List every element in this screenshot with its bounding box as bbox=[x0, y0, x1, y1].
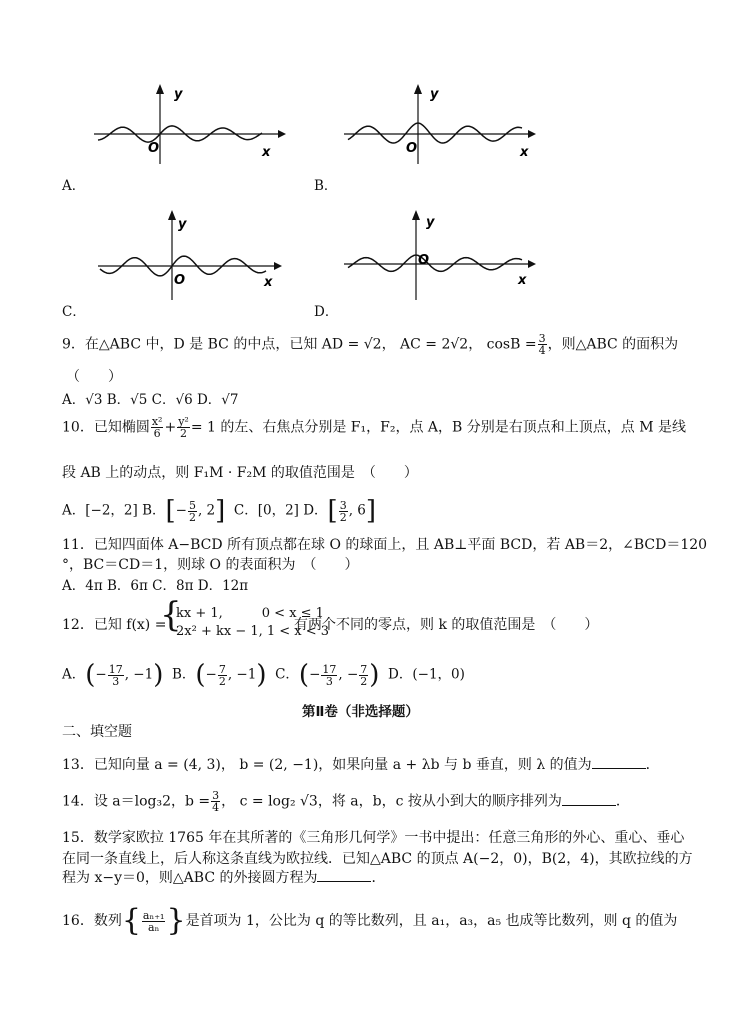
q12-optb-den: 2 bbox=[218, 674, 226, 688]
q10-fy-num: y² bbox=[178, 415, 189, 428]
q10-options: A．[−2，2] B．[− $\frac{5}{2}$ , 2] C．[0，2] D．[ $\frac{3}{2}$ , 6] bbox=[62, 496, 377, 526]
q10-fx-num: x² bbox=[151, 415, 163, 428]
y-axis-label: y bbox=[174, 87, 183, 102]
origin-label: O bbox=[406, 141, 418, 156]
q16-pre: 16．数列 bbox=[62, 913, 122, 929]
q14-frac bbox=[211, 790, 220, 813]
q11-options[interactable]: A．4π B．6π C．8π D．12π bbox=[62, 578, 249, 594]
q14 bbox=[62, 790, 630, 813]
q12-options: A．(− $\frac{17}{3}$ , −1) B．(− $\frac{7}{2}$ , −1) C．(− $\frac{17}{3}$ , − $\frac{7}{2}$ ) D．(−1，0) bbox=[62, 660, 465, 690]
q13-period: ． bbox=[645, 757, 660, 773]
q12-opta-frac bbox=[108, 664, 124, 687]
graph-c bbox=[94, 208, 294, 300]
q14-answer-blank[interactable] bbox=[562, 793, 616, 806]
curveB-path bbox=[348, 123, 522, 143]
q15-line2: 在同一条直线上，后人称这条直线为欧拉线．已知△ABC 的顶点 A(−2，0)，B(2，4)，其欧拉线的方 bbox=[62, 851, 693, 867]
q12-case2: 2x² + kx − 1, 1 < x < 3 bbox=[176, 624, 330, 639]
q10-line2: 段 AB 上的动点，则 F₁M · F₂M 的取值范围是 （ ） bbox=[62, 465, 418, 481]
q9-paren: （ ） bbox=[66, 369, 122, 385]
q14-pre: 14．设 a＝log₃2，b = bbox=[62, 793, 211, 810]
y-axis-label: y bbox=[430, 87, 439, 102]
q13-text: 13．已知向量 a = (4, 3)， b = (2, −1)，如果向量 a + λb 与 b 垂直，则 λ 的值为 bbox=[62, 757, 592, 773]
q16-post: 是首项为 1，公比为 q 的等比数列，且 a₁，a₃，a₅ 也成等比数列，则 q 的值为 bbox=[185, 913, 678, 929]
question-10-stem: 10．已知椭圆 $\frac{\text{x²}}{6}$ + $\frac{\text{y²}}{2}$ = 1 的左、右焦点分别是 F₁，F₂，点 A，B 分别是右顶点和上顶点，点 M 是线 bbox=[62, 415, 686, 440]
q14-den: 4 bbox=[212, 801, 220, 814]
q10-opt-c[interactable]: C．[0，2] D． bbox=[233, 502, 328, 519]
q9-frac-den: 4 bbox=[538, 344, 546, 357]
q9-fraction bbox=[538, 333, 547, 356]
q10-frac-y bbox=[177, 416, 190, 439]
q16: 16．数列{ $\frac{\text{aₙ₊₁}}{\text{aₙ}}$ }是首项为 1，公比为 q 的等比数列，且 a₁，a₃，a₅ 也成等比数列，则 q 的值为 bbox=[62, 903, 678, 938]
q12-optc2-den: 2 bbox=[360, 674, 368, 688]
q10-optd-num: 3 bbox=[339, 498, 347, 512]
q10-frac-x bbox=[151, 416, 164, 439]
q13 bbox=[62, 754, 660, 774]
q9-options[interactable]: A．√3 B．√5 C．√6 D．√7 bbox=[62, 392, 239, 408]
q13-answer-blank[interactable] bbox=[592, 756, 646, 769]
q12-opt-a[interactable]: A． bbox=[62, 666, 86, 683]
q12-opt-b[interactable]: B． bbox=[171, 666, 196, 683]
q10-optd-den: 2 bbox=[339, 510, 347, 524]
y-axis-label: y bbox=[178, 217, 187, 232]
q14-num: 3 bbox=[212, 789, 220, 802]
q10-fy-den: 2 bbox=[180, 427, 187, 440]
q10-opt-a[interactable]: A．[−2，2] B． bbox=[62, 502, 166, 519]
q12-opt-d[interactable]: D．(−1，0) bbox=[388, 666, 465, 683]
q16-den: aₙ bbox=[148, 920, 160, 934]
q15-period: ． bbox=[371, 870, 386, 886]
x-axis-label: x bbox=[520, 145, 529, 160]
section-subtitle: 二、填空题 bbox=[62, 724, 132, 740]
q15-line1: 15．数学家欧拉 1765 年在其所著的《三角形几何学》一书中提出：任意三角形的外心、重心、垂心 bbox=[62, 830, 685, 846]
q10-optb-tail: , 2 bbox=[197, 502, 216, 519]
q12-optc1-frac bbox=[321, 664, 337, 687]
q10-optb-den: 2 bbox=[188, 510, 196, 524]
q14-post: ， c = log₂ √3，将 a，b，c 按从小到大的顺序排列为 bbox=[221, 793, 562, 810]
graph-c-label[interactable]: C． bbox=[62, 304, 86, 320]
q9-stem-text: 9．在△ABC 中，D 是 BC 的中点，已知 AD = √2， AC = 2√2， cosB = bbox=[62, 336, 537, 353]
q12-opta-den: 3 bbox=[112, 674, 120, 688]
origin-label: O bbox=[148, 141, 160, 156]
graph-b-label[interactable]: B． bbox=[314, 178, 338, 194]
q16-frac bbox=[142, 910, 166, 933]
y-axis-label: y bbox=[426, 215, 435, 230]
q10-optd-tail: , 6 bbox=[348, 502, 366, 519]
section-title: 第Ⅱ卷（非选择题） bbox=[302, 704, 419, 720]
q9-tail: ，则△ABC 的面积为 bbox=[547, 336, 679, 353]
graph-a bbox=[90, 84, 290, 166]
q12-tail: 有两个不同的零点，则 k 的取值范围是 （ ） bbox=[294, 617, 599, 633]
graph-b bbox=[340, 84, 540, 166]
q10-stem-b: = 1 的左、右焦点分别是 F₁，F₂，点 A，B 分别是右顶点和上顶点，点 M 是线 bbox=[190, 419, 686, 436]
q12-optb-frac bbox=[218, 664, 227, 687]
q12-optc1-num: 17 bbox=[322, 662, 337, 676]
q15-line3: 程为 x−y＝0，则△ABC 的外接圆方程为 bbox=[62, 870, 318, 886]
q9-frac-num: 3 bbox=[538, 332, 546, 345]
graph-d bbox=[340, 208, 540, 300]
q12-optc2-num: 7 bbox=[360, 662, 368, 676]
x-axis-label: x bbox=[262, 145, 271, 160]
q12-optb-num: 7 bbox=[218, 662, 226, 676]
q10-stem-a: 10．已知椭圆 bbox=[62, 419, 150, 436]
q12-optc2-frac bbox=[359, 664, 368, 687]
question-9-stem bbox=[62, 333, 678, 356]
curveD-path bbox=[348, 255, 522, 271]
q15-answer-blank[interactable] bbox=[317, 869, 371, 882]
q15-line3-wrap bbox=[62, 867, 385, 887]
q10-fx-den: 6 bbox=[153, 427, 161, 440]
q12-lead: 12．已知 f(x) = bbox=[62, 617, 167, 633]
origin-label: O bbox=[418, 253, 430, 268]
graph-d-label[interactable]: D． bbox=[314, 304, 339, 320]
q10-optb-frac bbox=[188, 500, 197, 523]
q11-line1: 11．已知四面体 A−BCD 所有顶点都在球 O 的球面上，且 AB⊥平面 BCD，若 AB＝2，∠BCD＝120 bbox=[62, 537, 708, 553]
q10-optb-num: 5 bbox=[188, 498, 196, 512]
q12-opta-num: 17 bbox=[108, 662, 123, 676]
q12-opt-c[interactable]: C． bbox=[275, 666, 299, 683]
origin-label: O bbox=[174, 273, 186, 288]
q12-optb-tail: , −1 bbox=[227, 666, 257, 683]
q10-optd-frac bbox=[339, 500, 348, 523]
q12-opta-tail: , −1 bbox=[124, 666, 154, 683]
q12-optc1-den: 3 bbox=[325, 674, 333, 688]
q12-brace: { bbox=[160, 595, 182, 635]
q11-line2: °，BC＝CD＝1，则球 O 的表面积为 （ ） bbox=[62, 557, 359, 573]
q12-case1: kx + 1, 0 < x ≤ 1 bbox=[176, 606, 324, 621]
x-axis-label: x bbox=[264, 275, 273, 290]
q16-num: aₙ₊₁ bbox=[142, 908, 165, 922]
graph-a-label[interactable]: A． bbox=[62, 178, 86, 194]
x-axis-label: x bbox=[518, 273, 527, 288]
q14-period: ． bbox=[615, 793, 630, 810]
